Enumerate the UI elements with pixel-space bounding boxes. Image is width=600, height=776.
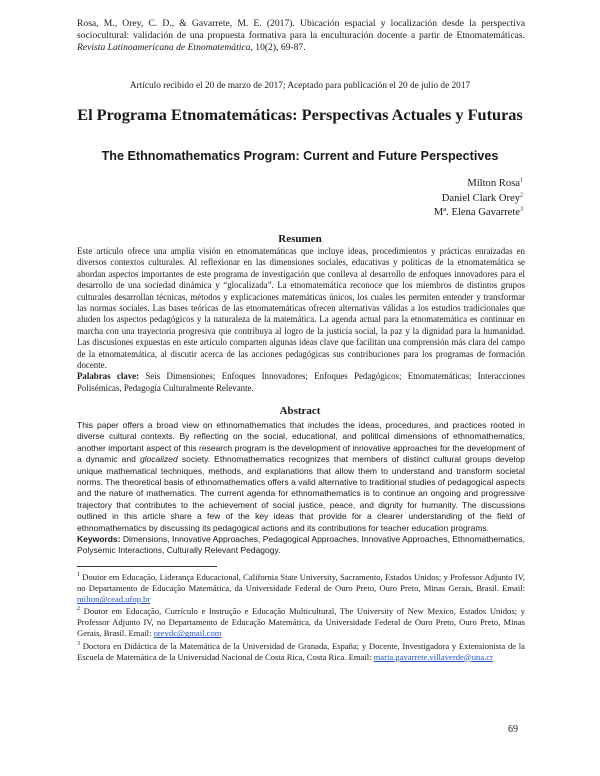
author-2: Daniel Clark Orey$^2$ (441, 192, 523, 204)
footnote-separator (77, 566, 217, 567)
email-link-3[interactable]: maria.gavarrete.villaverde@una.cr (373, 651, 493, 662)
page-number: 69 (508, 724, 518, 735)
received-note: Artículo recibido el 20 de marzo de 2017; Aceptado para publicación el 20 de julio de 2017 (129, 81, 471, 91)
abstract-text-1: This paper offers a broad view on ethnomathematics that includes the ideas, procedures, and practices rooted in diverse cultural contexts. By reflecting on the social, educational, and political dimensions of ethnomathematics, another important aspect of this research program is the development of innovative approaches for the development of a dynamic and (77, 420, 525, 465)
abstract-text-2: society. Ethnomathematics recognizes that members of distinct cultural groups develop unique mathematical techniques, methods, and explanations that allow them to understand and transform societal norms. The theoretical basis of ethnomathematics offers a valid alternative to traditional studies of pedagogical aspects and the nature of mathematics. The current agenda for ethnomathematics is to continue an ongoing and progressive trajectory that contributes to the achievement of social justice, peace, and dignity for humanity. The discussions outlined in this article share a few of the key ideas that provide for a clearer understanding of the field of ethnomathematics by discussing its pedagogical actions and its contributions for teacher education programs. (77, 454, 525, 533)
resumen-body (77, 246, 525, 394)
title-english: The Ethnomathematics Program: Current and Future Perspectives (101, 149, 499, 163)
citation-details: , 10(2), 69-87. (250, 42, 306, 54)
citation-header (77, 18, 525, 55)
email-link-2[interactable]: oreydc@gmail.com (153, 628, 222, 639)
citation-text: Rosa, M., Orey, C. D., & Gavarrete, M. E. (2017). Ubicación espacial y localización desde la perspectiva sociocultural: validación de una propuesta formativa para la enculturación docente a partir de Etnomatemáticas. (77, 18, 525, 42)
resumen-keywords: Seis Dimensiones; Enfoques Innovadores; Enfoques Pedagógicos; Etnomatemáticas; Interacciones Polisémicas, Pedagogía Culturalmente Relevante. (77, 371, 526, 393)
footnotes (77, 572, 525, 664)
footnote-2: $^2$ Doutor em Educação, Currículo e Instrução e Educação Multicultural, The University of New Mexico, Estados Unidos; y Professor Adjunto IV, no Departamento de Educação Matemática, da Universidade Federal de Ouro Preto, Ouro Preto, Minas Gerais, Brasil. Email: oreydc@gmail.com (77, 606, 525, 639)
abstract-body (77, 420, 525, 557)
footnote-3: $^3$ Doctora en Didáctica de la Matemática de la Universidad de Granada, España; y Docente, Investigadora y Extensionista de la Escuela de Matemática de la Universidad Nacional de Costa Rica, Costa Rica. Email: maria.gavarrete.villaverde@una.cr (77, 640, 525, 662)
author-1: Milton Rosa$^1$ (467, 177, 523, 189)
resumen-heading: Resumen (278, 233, 322, 245)
author-3: Mª. Elena Gavarrete$^3$ (433, 206, 523, 219)
author-list (434, 177, 523, 221)
abstract-keywords-label: Keywords: (77, 534, 121, 545)
abstract-keywords: Dimensions, Innovative Approaches, Pedagogical Approaches, Innovative Approaches, Ethnomathematics, Polysemic Interactions, Culturally Relevant Pedagogy. (77, 534, 525, 556)
title-spanish: El Programa Etnomatemáticas: Perspectivas Actuales y Futuras (77, 105, 523, 124)
footnote-1: $^1$ Doutor em Educação, Liderança Educacional, California State University, Sacramento, Estados Unidos; y Professor Adjunto IV, no Departamento de Educação Matemática, da Universidade Federal de Ouro Preto, Ouro Preto, Minas Gerais, Brasil. Email: milton@cead.ufop.br (77, 572, 525, 605)
resumen-text: Este artículo ofrece una amplia visión en etnomatemáticas que incluye ideas, procedimientos y prácticas enraizadas en diversos contextos culturales. Al reflexionar en las dimensiones sociales, educativas y políticas de la etnomatemática se abordan aspectos importantes de este programa de investigación que conlleva al desarrollo de enfoques innovadores para el desarrollo de una sociedad dinámica y “glocalizada”. La etnomatemática reconoce que los miembros de distintos grupos culturales desarrollan técnicas, métodos y explicaciones matemáticas únicos, los cuales les permiten entender y transformar las normas sociales. Las bases teóricas de las etnomatemáticas ofrecen alternativas válidas a los estudios tradicionales que aluden los aspectos pedagógicos y la naturaleza de la matemática. La agenda actual para la etnomatemática es continuar en marcha con una trayectoria progresiva que contribuya al logro de la justicia social, la paz y la dignidad para la humanidad. Las discusiones expuestas en este artículo comparten algunas ideas clave que facilitan una comprensión más clara del campo de la etnomatemática, al discutir acerca de las acciones pedagógicas sus contribuciones para los programas de formación docente. (77, 246, 525, 371)
citation-journal: Revista Latinoamericana de Etnomatemática (77, 42, 251, 54)
abstract-heading: Abstract (279, 405, 321, 417)
email-link-1[interactable]: milton@cead.ufop.br (77, 594, 151, 605)
abstract-text-italic: glocalized (139, 454, 178, 465)
resumen-keywords-label: Palabras clave: (77, 371, 140, 382)
